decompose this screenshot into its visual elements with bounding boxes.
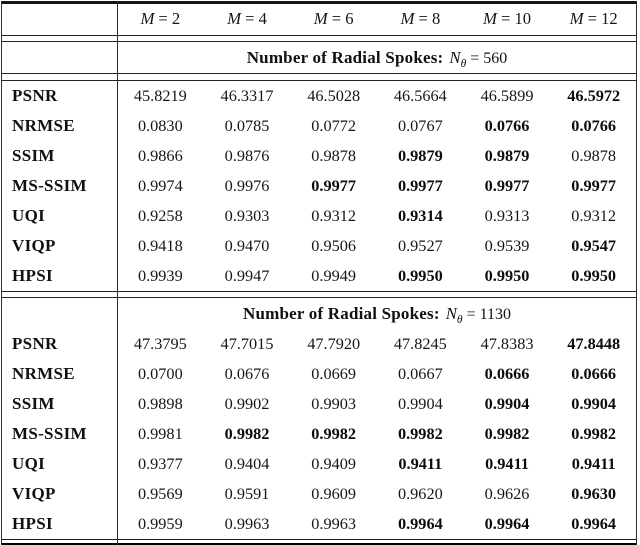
value-cell: 0.9569 [137,484,183,503]
column-header-cell [464,9,551,29]
value-cell: 0.9879 [484,145,530,165]
metrics-table [1,1,637,545]
metric-label: SSIM [12,394,55,413]
double-rule [1,291,637,299]
value-cell: 0.9312 [571,205,617,225]
value-cell: 0.9964 [571,514,617,533]
value-cell: 0.9313 [484,205,530,225]
section-header-560 [1,42,637,73]
value-cell: 0.9878 [571,145,617,165]
double-rule [1,35,637,43]
table-row [1,419,637,449]
value-cell: 0.9949 [311,265,357,285]
value-cell: 0.9977 [484,175,530,195]
value-cell: 0.9982 [397,424,443,443]
value-cell: 0.9258 [137,205,183,225]
value-cell: 0.9959 [137,514,183,533]
table-row [1,231,637,261]
value-cell: 47.7015 [220,334,274,353]
right-border-line [636,1,637,545]
value-cell: 0.9539 [484,235,530,255]
value-cell: 46.3317 [220,85,274,105]
value-cell: 0.0667 [397,364,443,383]
metric-label: NRMSE [12,115,75,135]
value-cell: 0.9303 [224,205,270,225]
value-cell: 0.9977 [571,175,617,195]
value-cell: 0.9404 [224,454,270,473]
value-cell: 0.9977 [397,175,443,195]
value-cell: 0.9626 [484,484,530,503]
value-cell: 0.9903 [311,394,357,413]
value-cell: 0.9411 [485,454,529,473]
table-row [1,201,637,231]
section-1130-rows [1,329,637,539]
n-variable: N [449,47,461,67]
value-cell: 0.9547 [571,235,617,255]
m-variable: M [140,9,155,28]
table-row [1,449,637,479]
m-value: = 2 [158,9,181,28]
value-cell: 0.9898 [137,394,183,413]
value-cell: 0.9591 [224,484,270,503]
metric-label: MS-SSIM [12,175,87,195]
table-row [1,389,637,419]
table-row [1,141,637,171]
value-cell: 0.0700 [137,364,183,383]
m-variable: M [227,9,242,28]
value-cell: 47.8245 [393,334,447,353]
value-cell: 0.9876 [224,145,270,165]
value-cell: 0.9470 [224,235,270,255]
value-cell: 0.9630 [571,484,617,503]
section-header-1130 [1,298,637,329]
m-value: = 10 [500,9,532,28]
value-cell: 0.0772 [311,115,357,135]
value-cell: 0.0766 [571,115,617,135]
section-header-spacer [1,42,117,73]
m-variable: M [569,9,584,28]
n-value: = 560 [470,49,508,67]
table-row [1,81,637,111]
value-cell: 47.3795 [133,334,187,353]
table-row [1,261,637,291]
metric-label: HPSI [12,265,53,285]
value-cell: 47.7920 [307,334,361,353]
value-cell: 0.9314 [397,205,443,225]
value-cell: 0.0666 [484,364,530,383]
metric-label: VIQP [12,484,56,503]
value-cell: 0.9312 [311,205,357,225]
metric-label: UQI [12,205,46,225]
m-value: = 12 [587,9,618,28]
corner-cell [1,4,117,35]
value-cell: 0.9982 [311,424,357,443]
value-cell: 0.9950 [484,265,530,285]
value-cell: 45.8219 [133,85,187,105]
theta-subscript: θ [460,57,467,70]
value-cell: 0.9976 [224,175,270,195]
left-border-line [1,1,2,545]
metric-label: UQI [12,454,46,473]
bottom-rule [1,539,637,545]
value-cell: 0.0766 [484,115,530,135]
value-cell: 0.9409 [311,454,357,473]
value-cell: 0.9964 [397,514,443,533]
value-cell: 0.9982 [224,424,270,443]
value-cell: 0.9620 [397,484,443,503]
value-cell: 0.9981 [137,424,183,443]
value-cell: 0.9982 [571,424,617,443]
value-cell: 46.5899 [480,85,534,105]
column-header-cell [377,9,464,29]
value-cell: 47.8383 [480,334,534,353]
metric-label: PSNR [12,334,58,353]
value-cell: 0.9902 [224,394,270,413]
value-cell: 0.0676 [224,364,270,383]
value-cell: 0.9982 [484,424,530,443]
m-value: = 4 [245,9,267,28]
section-title-text: Number of Radial Spokes: [246,47,444,67]
theta-subscript: θ [456,313,463,326]
value-cell: 0.9939 [137,265,183,285]
value-cell: 0.9506 [311,235,357,255]
value-cell: 0.0785 [224,115,270,135]
section-title-text: Number of Radial Spokes: [242,303,440,323]
value-cell: 0.9950 [571,265,617,285]
m-value: = 6 [331,9,354,28]
value-cell: 0.9411 [571,454,616,473]
value-cell: 0.9879 [397,145,443,165]
metric-label: PSNR [12,85,58,105]
value-cell: 0.9527 [397,235,443,255]
metric-label: NRMSE [12,364,75,383]
value-cell: 0.0666 [571,364,617,383]
value-cell: 46.5028 [307,85,361,105]
metric-label: SSIM [12,145,55,165]
n-value: = 1130 [466,305,511,323]
column-header-cell [550,9,637,29]
value-cell: 0.9377 [137,454,183,473]
value-cell: 0.9904 [571,394,617,413]
metric-label: VIQP [12,235,56,255]
column-header-row [1,4,637,35]
value-cell: 0.9964 [484,514,530,533]
m-variable: M [482,9,497,28]
value-cell: 0.9963 [311,514,357,533]
table-row [1,479,637,509]
value-cell: 0.9878 [311,145,357,165]
value-cell: 47.8448 [567,334,621,353]
section-560-rows [1,81,637,291]
value-cell: 0.9866 [137,145,183,165]
table-row [1,111,637,141]
table-row [1,359,637,389]
value-cell: 0.9411 [398,454,443,473]
column-header-cell [290,9,377,29]
value-cell: 0.0830 [137,115,183,135]
table-row [1,509,637,539]
value-cell: 0.9904 [397,394,443,413]
value-cell: 0.0669 [311,364,357,383]
section-title [117,304,637,324]
value-cell: 0.9963 [224,514,270,533]
value-cell: 0.9904 [484,394,530,413]
value-cell: 0.9947 [224,265,270,285]
m-variable: M [313,9,328,28]
value-cell: 0.9418 [137,235,183,255]
table-row [1,329,637,359]
column-header-cell [117,9,204,29]
value-cell: 46.5972 [567,85,621,105]
value-cell: 0.9977 [311,175,357,195]
value-cell: 0.9609 [311,484,357,503]
n-variable: N [445,303,457,323]
table-row [1,171,637,201]
column-header-cell [204,9,291,29]
metric-label: MS-SSIM [12,424,87,443]
section-header-spacer [1,298,117,329]
m-value: = 8 [418,9,441,28]
value-cell: 46.5664 [393,85,447,105]
section-title [117,48,637,68]
metric-label: HPSI [12,514,53,533]
column-separator-line [117,1,118,545]
value-cell: 0.0767 [397,115,443,135]
value-cell: 0.9974 [137,175,183,195]
double-rule [1,73,637,81]
value-cell: 0.9950 [397,265,443,285]
m-variable: M [400,9,415,28]
